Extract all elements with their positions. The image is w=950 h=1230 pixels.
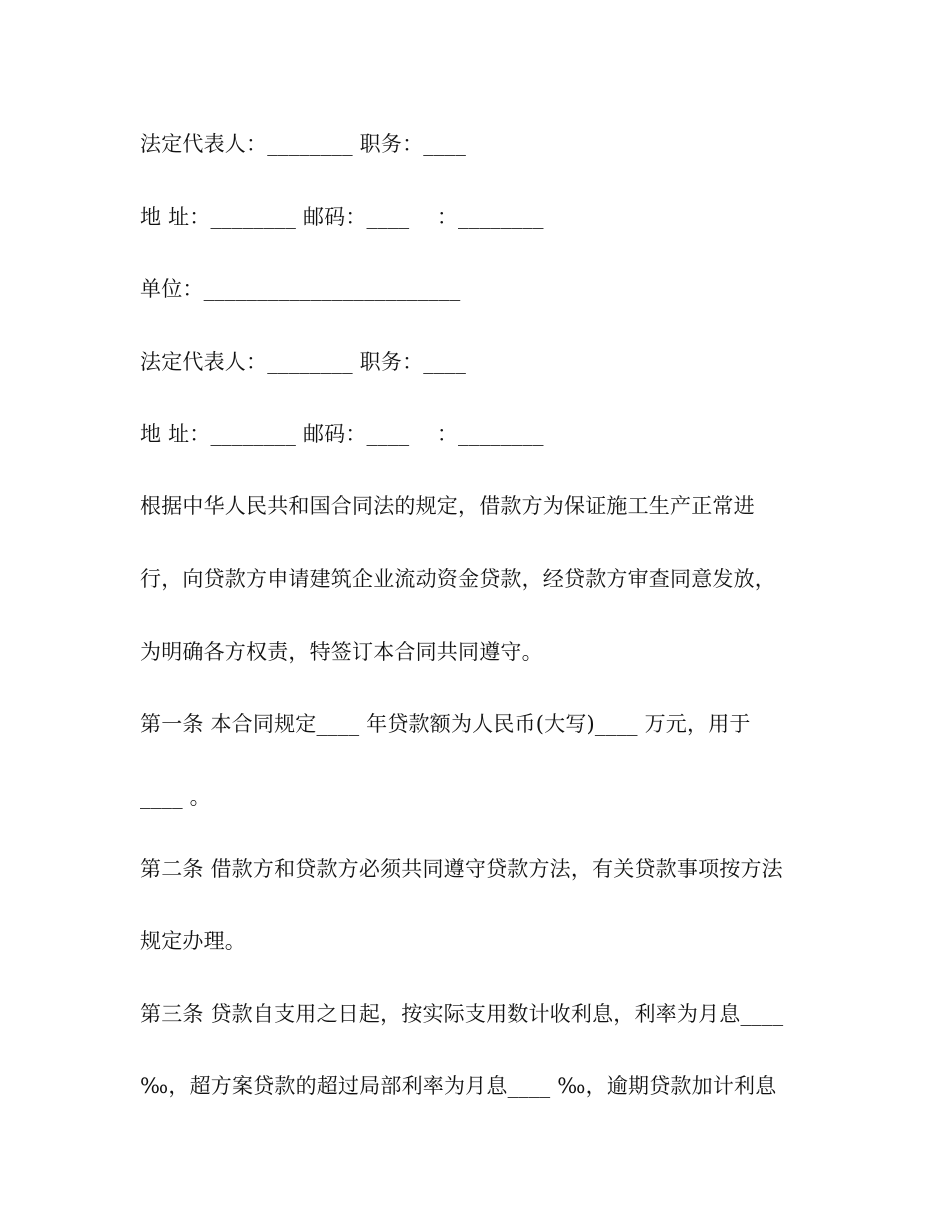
article-3-line-2: ‰，超方案贷款的超过局部利率为月息____ ‰，逾期贷款加计利息: [140, 1074, 777, 1098]
paragraph-line-1: 根据中华人民共和国合同法的规定，借款方为保证施工生产正常进: [140, 494, 755, 518]
article-2-line-1: 第二条 借款方和贷款方必须共同遵守贷款方法，有关贷款事项按方法: [140, 857, 783, 881]
legal-representative-line-1: 法定代表人：________ 职务：____: [140, 132, 467, 156]
address-line-1: 地 址：________ 邮码：____ ：________: [140, 205, 544, 229]
article-3-line-1: 第三条 贷款自支用之日起，按实际支用数计收利息，利率为月息____: [140, 1002, 784, 1026]
legal-representative-line-2: 法定代表人：________ 职务：____: [140, 350, 467, 374]
paragraph-line-3: 为明确各方权责，特签订本合同共同遵守。: [140, 640, 543, 664]
unit-line: 单位：________________________: [140, 277, 461, 301]
address-line-2: 地 址：________ 邮码：____ ：________: [140, 422, 544, 446]
paragraph-line-2: 行，向贷款方申请建筑企业流动资金贷款，经贷款方审查同意发放，: [140, 567, 776, 591]
article-1-line-1: 第一条 本合同规定____ 年贷款额为人民币(大写)____ 万元，用于: [140, 712, 751, 736]
article-1-line-2: ____ 。: [140, 785, 211, 809]
article-2-line-2: 规定办理。: [140, 929, 246, 953]
